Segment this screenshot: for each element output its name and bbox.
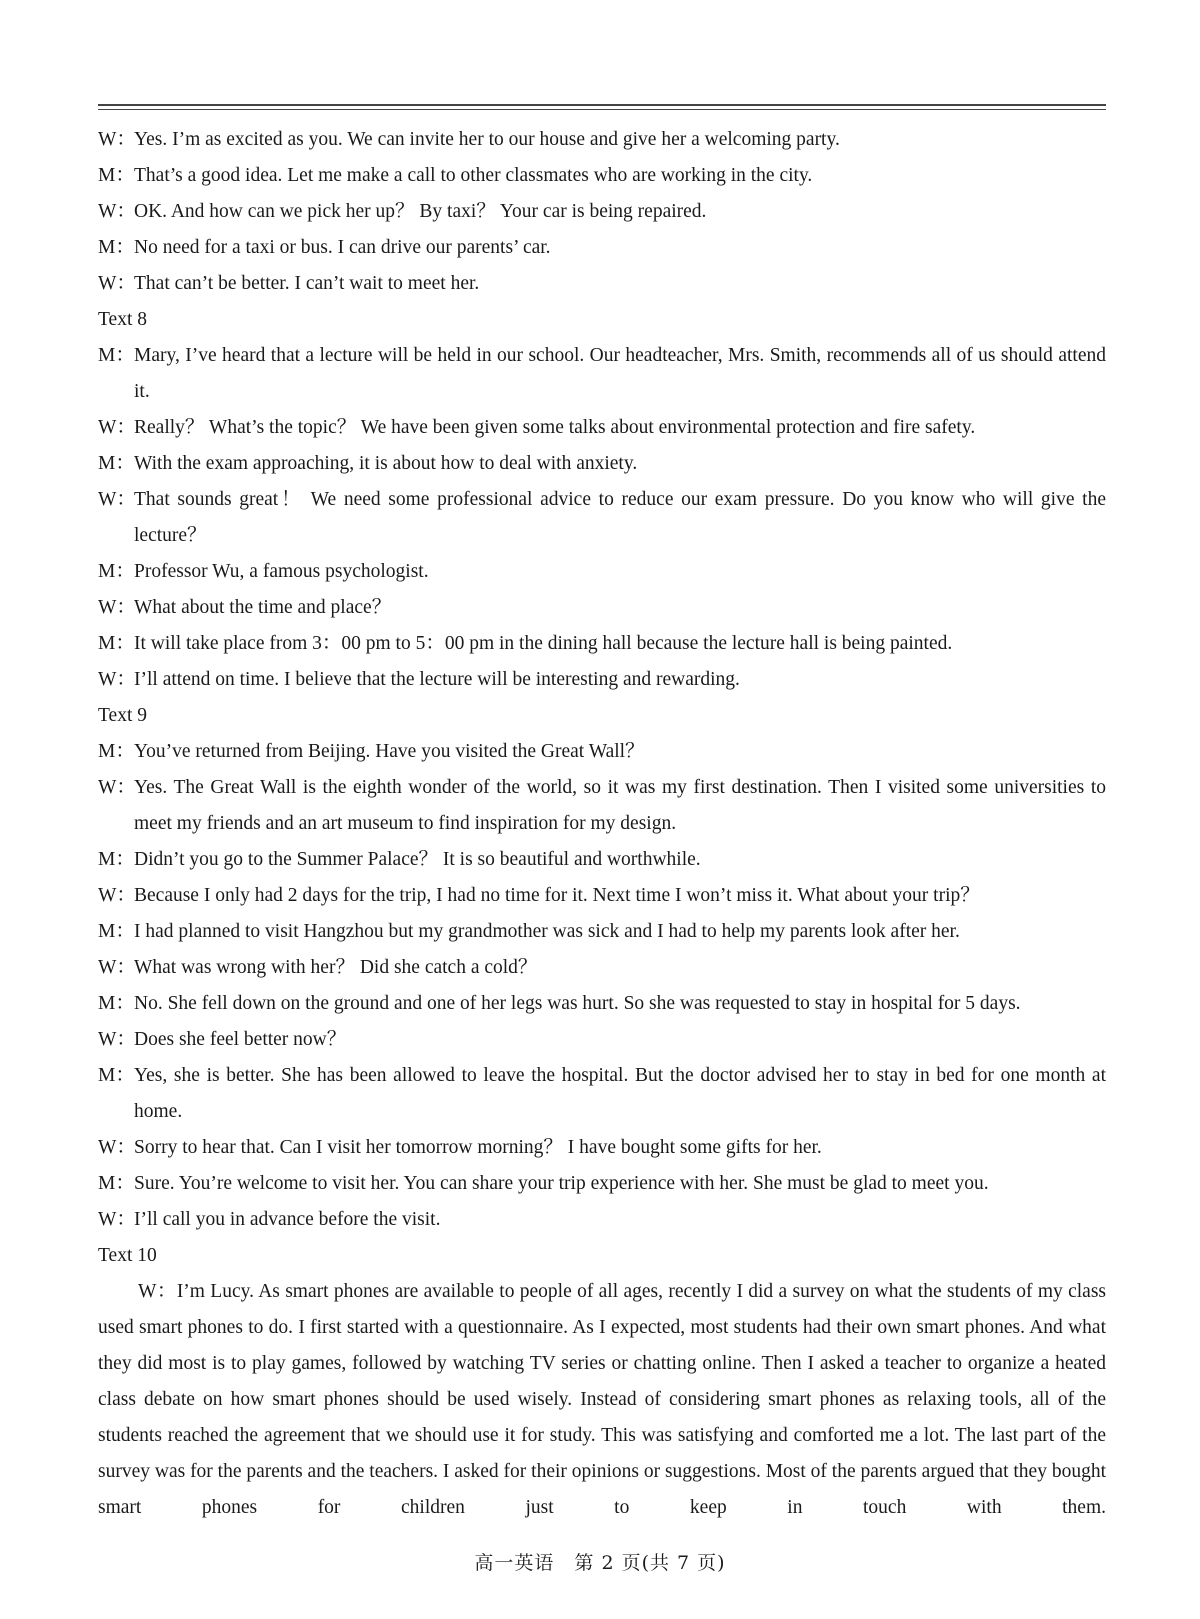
speaker-label: M：: [98, 237, 135, 258]
speaker-label: W：: [98, 1029, 136, 1050]
dialogue-line: [98, 1022, 1106, 1058]
speaker-label: W：: [98, 597, 136, 618]
dialogue-text: What was wrong with her？ Did she catch a cold？: [134, 957, 538, 978]
speaker-label: W：: [98, 885, 136, 906]
dialogue-text: I had planned to visit Hangzhou but my grandmother was sick and I had to help my parents look after her.: [134, 921, 960, 942]
dialogue-line: [98, 1166, 1106, 1202]
dialogue-text: That can’t be better. I can’t wait to meet her.: [134, 273, 480, 294]
speaker-label: W：: [98, 957, 136, 978]
section-heading: Text 10: [98, 1245, 157, 1266]
speaker-label: M：: [98, 165, 135, 186]
speaker-label: M：: [98, 741, 135, 762]
speaker-label: M：: [98, 849, 135, 870]
speaker-label: M：: [98, 561, 135, 582]
dialogue-line: [98, 986, 1106, 1022]
text10-section: [98, 1238, 1106, 1526]
speaker-label: W：: [98, 489, 136, 510]
dialogue-line: [98, 554, 1106, 590]
monologue-paragraph: [98, 1274, 1106, 1526]
dialogue-text: No need for a taxi or bus. I can drive our parents’ car.: [134, 237, 551, 258]
dialogue-line: [98, 266, 1106, 302]
dialogue-text: Really？ What’s the topic？ We have been given some talks about environmental protection and fire safety.: [134, 417, 976, 438]
dialogue-text: That’s a good idea. Let me make a call to other classmates who are working in the city.: [134, 165, 813, 186]
speaker-label: W：: [98, 777, 136, 798]
dialogue-text: Yes. I’m as excited as you. We can invite her to our house and give her a welcoming party.: [134, 129, 840, 150]
page-footer: 高一英语 第 2 页(共 7 页): [474, 1552, 726, 1574]
dialogue-line: [98, 446, 1106, 482]
speaker-label: M：: [98, 1173, 135, 1194]
dialogue-line: [98, 626, 1106, 662]
dialogue-line: [98, 338, 1106, 410]
dialogue-line: [98, 842, 1106, 878]
speaker-label: M：: [98, 453, 135, 474]
speaker-label: W：: [98, 273, 136, 294]
speaker-label: W：: [138, 1281, 177, 1302]
dialogue-line: [98, 122, 1106, 158]
dialogue-text: Sure. You’re welcome to visit her. You can share your trip experience with her. She must be glad to meet you.: [134, 1173, 989, 1194]
dialogue-line: [98, 158, 1106, 194]
dialogue-text: Mary, I’ve heard that a lecture will be held in our school. Our headteacher, Mrs. Smith, recommends all of us should attend it.: [134, 345, 1106, 402]
dialogue-text: It will take place from 3：00 pm to 5：00 pm in the dining hall because the lecture hall is being painted.: [134, 633, 953, 654]
text8-section: [98, 302, 1106, 698]
dialogue-line: [98, 1202, 1106, 1238]
dialogue-text: With the exam approaching, it is about how to deal with anxiety.: [134, 453, 638, 474]
speaker-label: M：: [98, 345, 135, 366]
speaker-label: W：: [98, 1209, 136, 1230]
dialogue-line: [98, 770, 1106, 842]
dialogue-line: [98, 878, 1106, 914]
listening-transcript: [98, 122, 1106, 1526]
section-heading: Text 9: [98, 705, 147, 726]
speaker-label: W：: [98, 1137, 136, 1158]
dialogue-line: [98, 1130, 1106, 1166]
dialogue-line: [98, 662, 1106, 698]
speaker-label: M：: [98, 921, 135, 942]
dialogue-text: Because I only had 2 days for the trip, I had no time for it. Next time I won’t miss it. What about your trip？: [134, 885, 980, 906]
speaker-label: M：: [98, 993, 135, 1014]
dialogue-line: [98, 194, 1106, 230]
dialogue-line: [98, 914, 1106, 950]
dialogue-text: No. She fell down on the ground and one of her legs was hurt. So she was requested to stay in hospital for 5 days.: [134, 993, 1021, 1014]
dialogue-text: Yes. The Great Wall is the eighth wonder of the world, so it was my first destination. Then I visited some universities to meet my friends and an art museum to find inspiration for my design.: [134, 777, 1106, 834]
section-heading: Text 8: [98, 309, 147, 330]
speaker-label: W：: [98, 417, 136, 438]
header-rule: [98, 104, 1106, 110]
dialogue-text: Does she feel better now？: [134, 1029, 347, 1050]
dialogue-text: I’ll attend on time. I believe that the lecture will be interesting and rewarding.: [134, 669, 740, 690]
speaker-label: W：: [98, 129, 136, 150]
dialogue-text: Didn’t you go to the Summer Palace？ It is so beautiful and worthwhile.: [134, 849, 701, 870]
speaker-label: M：: [98, 1065, 135, 1086]
dialogue-line: [98, 734, 1106, 770]
speaker-label: M：: [98, 633, 135, 654]
text9-section: [98, 698, 1106, 1238]
dialogue-text: What about the time and place？: [134, 597, 392, 618]
dialogue-line: [98, 410, 1106, 446]
dialogue-line: [98, 230, 1106, 266]
speaker-label: W：: [98, 201, 136, 222]
dialogue-text: I’ll call you in advance before the visit.: [134, 1209, 441, 1230]
dialogue-line: [98, 950, 1106, 986]
dialogue-text: Sorry to hear that. Can I visit her tomorrow morning？ I have bought some gifts for her.: [134, 1137, 822, 1158]
speaker-label: W：: [98, 669, 136, 690]
dialogue-text: That sounds great！ We need some professional advice to reduce our exam pressure. Do you know who will give the lecture？: [134, 489, 1106, 546]
dialogue-text: You’ve returned from Beijing. Have you visited the Great Wall？: [134, 741, 645, 762]
dialogue-text: Yes, she is better. She has been allowed to leave the hospital. But the doctor advised her to stay in bed for one month at home.: [134, 1065, 1106, 1122]
text7-continuation: [98, 122, 1106, 302]
dialogue-text: Professor Wu, a famous psychologist.: [134, 561, 429, 582]
dialogue-line: [98, 482, 1106, 554]
dialogue-line: [98, 590, 1106, 626]
monologue-text: I’m Lucy. As smart phones are available to people of all ages, recently I did a survey on what the students of my class used smart phones to do. I first started with a questionnaire. As I expected, most students had their own smart phones. And what they did most is to play games, followed by watching TV series or chatting online. Then I asked a teacher to organize a heated class debate on how smart phones should be used wisely. Instead of considering smart phones as relaxing tools, all of the students reached the agreement that we should use it for study. This was satisfying and comforted me a lot. The last part of the survey was for the parents and the teachers. I asked for their opinions or suggestions. Most of the parents argued that they bought smart phones for children just to keep in touch with them.: [98, 1281, 1106, 1518]
dialogue-text: OK. And how can we pick her up？ By taxi？ Your car is being repaired.: [134, 201, 707, 222]
dialogue-line: [98, 1058, 1106, 1130]
